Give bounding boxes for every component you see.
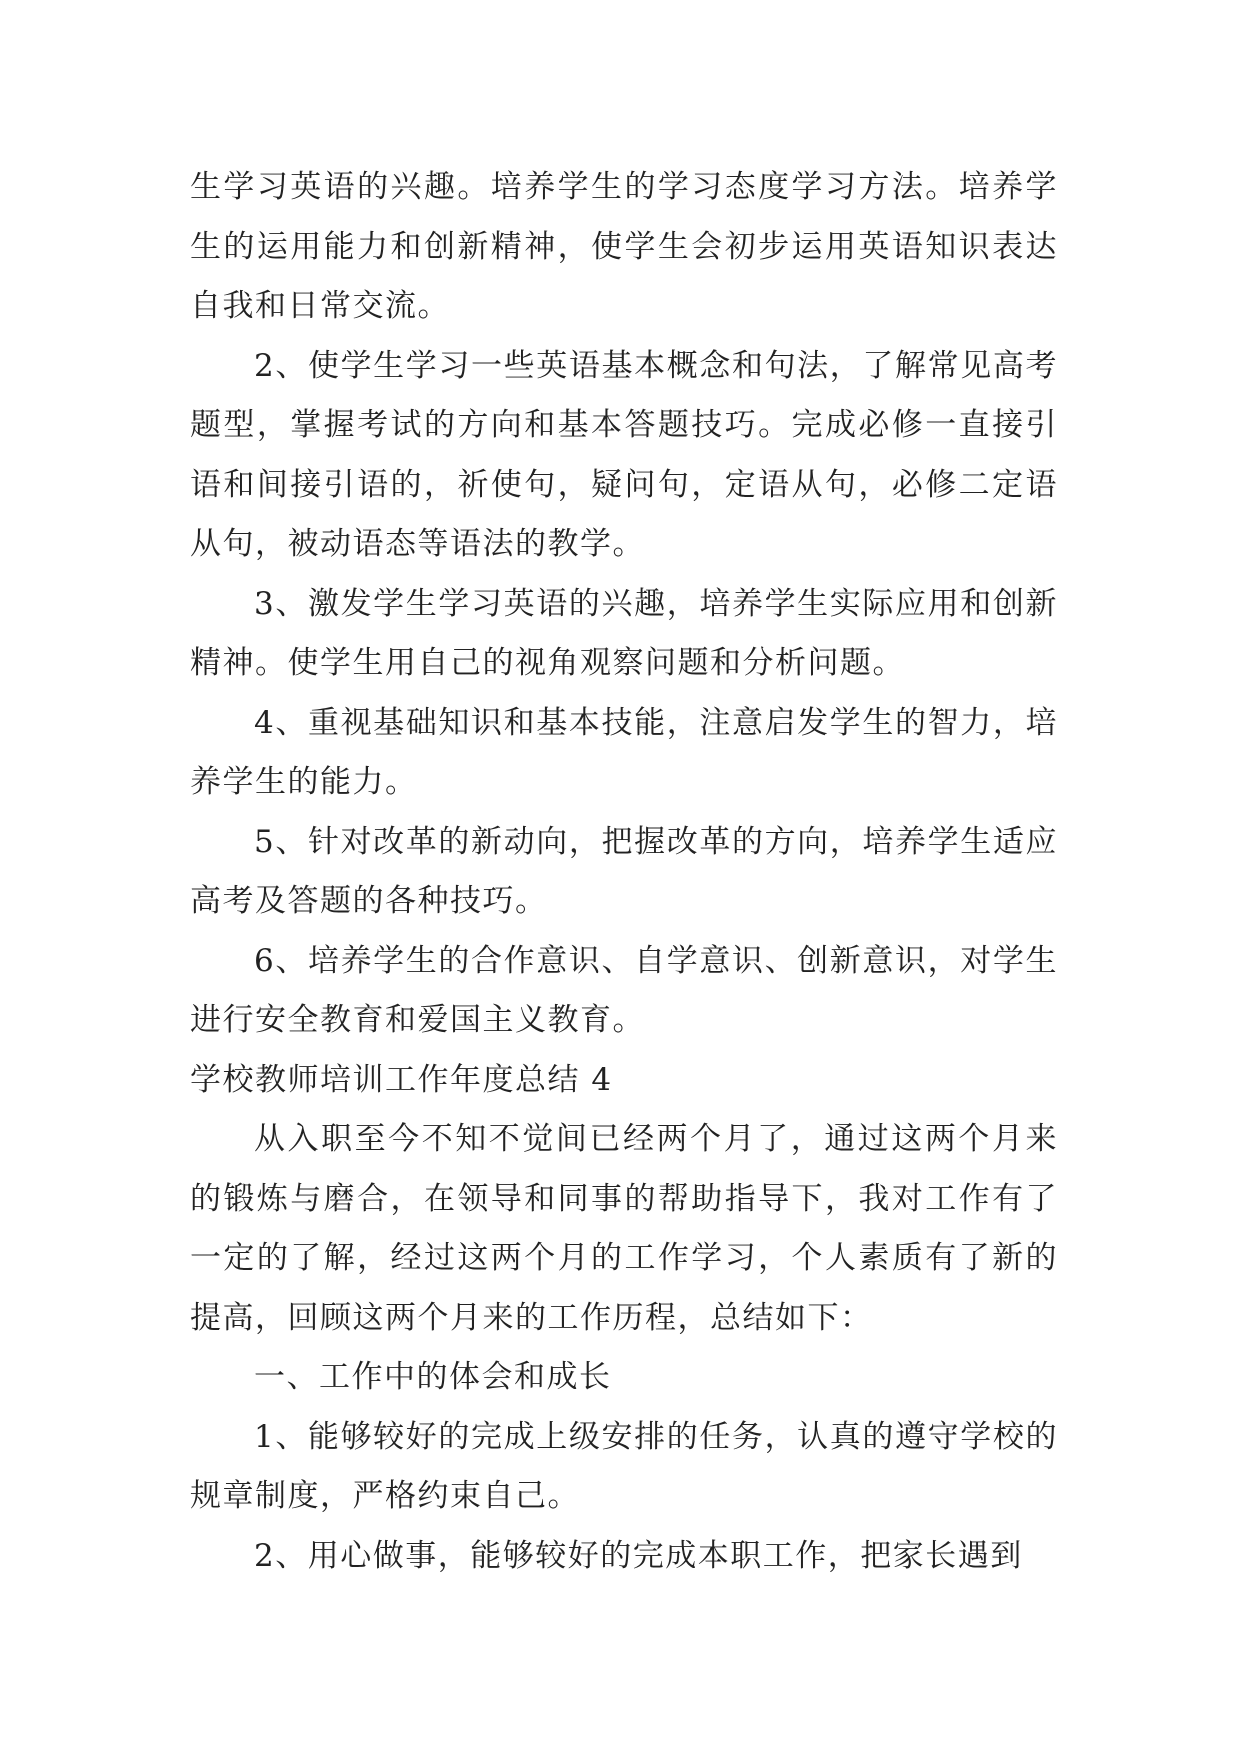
paragraph-intro: 从入职至今不知不觉间已经两个月了，通过这两个月来的锻炼与磨合，在领导和同事的帮助指导下，我对工作有了一定的了解，经过这两个月的工作学习，个人素质有了新的提高，回顾这两个月来的工作历程，总结如下：: [190, 1121, 1058, 1336]
paragraph-point-1: 1、能够较好的完成上级安排的任务，认真的遵守学校的规章制度，严格约束自己。: [190, 1418, 1058, 1514]
section-heading: 学校教师培训工作年度总结 4: [190, 1061, 613, 1098]
paragraph-item-6: 6、培养学生的合作意识、自学意识、创新意识，对学生进行安全教育和爱国主义教育。: [190, 942, 1058, 1038]
paragraph-point-2: 2、用心做事，能够较好的完成本职工作，把家长遇到: [254, 1537, 1023, 1574]
paragraph-item-4: 4、重视基础知识和基本技能，注意启发学生的智力，培养学生的能力。: [190, 704, 1058, 800]
paragraph-item-2: 2、使学生学习一些英语基本概念和句法，了解常见高考题型，掌握考试的方向和基本答题技巧。完成必修一直接引语和间接引语的，祈使句，疑问句，定语从句，必修二定语从句，被动语态等语法的教学。: [190, 347, 1058, 562]
paragraph-item-5: 5、针对改革的新动向，把握改革的方向，培养学生适应高考及答题的各种技巧。: [190, 823, 1058, 919]
subsection-heading: 一、工作中的体会和成长: [254, 1359, 612, 1395]
paragraph-item-3: 3、激发学生学习英语的兴趣，培养学生实际应用和创新精神。使学生用自己的视角观察问题和分析问题。: [190, 585, 1058, 681]
paragraph-continuation: 生学习英语的兴趣。培养学生的学习态度学习方法。培养学生的运用能力和创新精神，使学生会初步运用英语知识表达自我和日常交流。: [190, 169, 1058, 324]
document-body: [190, 158, 1058, 1586]
